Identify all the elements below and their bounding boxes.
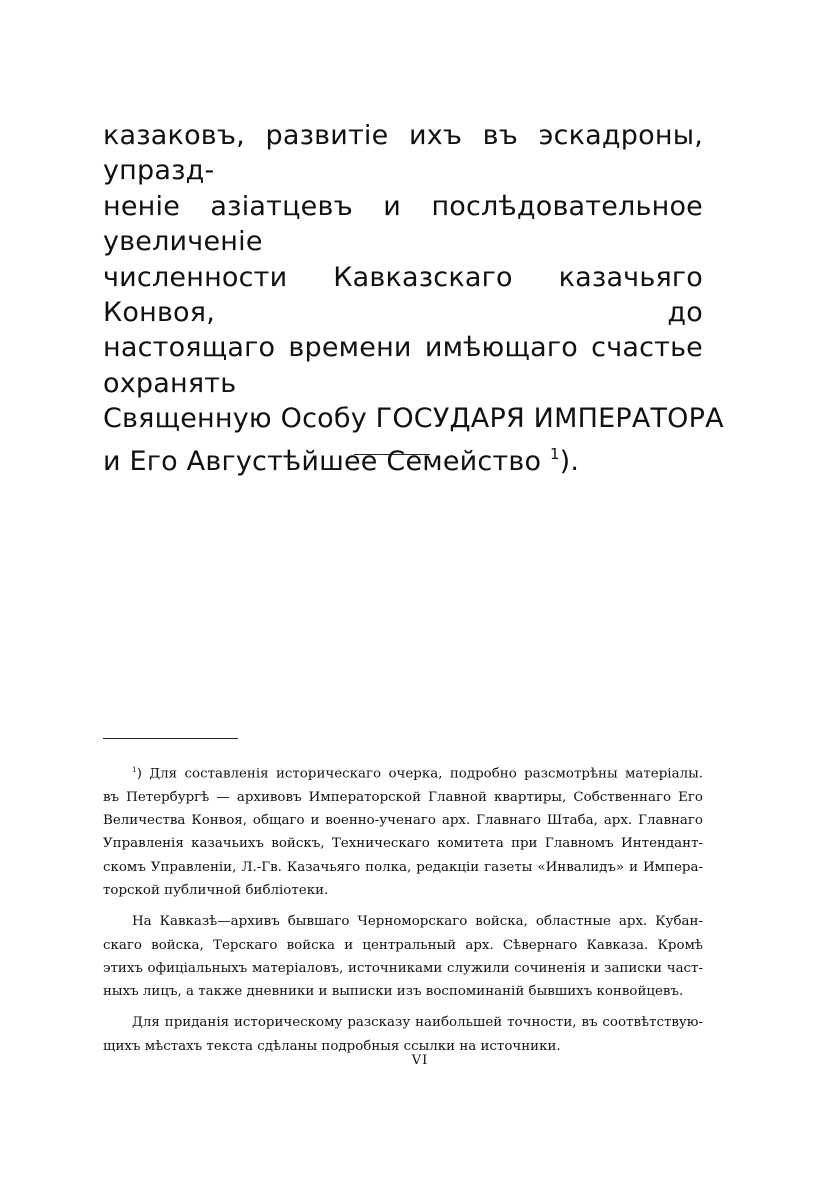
main-text-line-content: и Его Августѣйшее Семейство (103, 445, 542, 477)
main-text-line: численности Кавказскаго казачьяго Конвоя, до (103, 261, 703, 329)
footnote-separator (103, 738, 238, 739)
page-number: VI (411, 1053, 429, 1068)
footnote-line: скомъ Управленіи, Л.-Гв. Казачьяго полка, редакціи газеты «Инвалидъ» и Импера- (103, 859, 703, 875)
footnote-line: Для приданія историческому разсказу наибольшей точности, въ соотвѣтствую- (132, 1015, 703, 1031)
footnote-line: въ Петербургѣ — архивовъ Императорской Главной квартиры, Собственнаго Его (103, 789, 703, 805)
footnote-line: Величества Конвоя, общаго и военно-ученаго арх. Главнаго Штаба, арх. Главнаго (103, 813, 703, 829)
footnotes-block (103, 758, 703, 1058)
footnote-line: Управленія казачьихъ войскъ, Техническаго комитета при Главномъ Интендант- (103, 836, 703, 852)
main-text-line: казаковъ, развитіе ихъ въ эскадроны, упразд- (103, 120, 703, 187)
footnote-line: торской публичной библіотеки. (103, 883, 329, 898)
section-divider (354, 454, 430, 455)
footnote-line: щихъ мѣстахъ текста сдѣланы подробныя ссылки на источники. (103, 1038, 561, 1054)
footnote-marker: 1 (132, 765, 137, 774)
footnote-reference: 1 (550, 444, 560, 463)
main-text-last-line (103, 437, 703, 480)
main-text-line: Священную Особу ГОСУДАРЯ ИМПЕРАТОРА (103, 403, 724, 435)
footnote-line: скаго войска, Терскаго войска и центральный арх. Сѣвернаго Кавказа. Кромѣ (103, 937, 703, 953)
footnote-line: этихъ офиціальныхъ матеріаловъ, источниками служили сочиненія и записки част- (103, 960, 703, 976)
footnote-line-text: ) Для составленія историческаго очерка, подробно разсмотрѣны матеріалы. (136, 766, 703, 782)
main-text-line-ending: ). (559, 445, 580, 477)
main-text-block (103, 118, 724, 479)
main-text-line: неніе азіатцевъ и послѣдовательное увеличеніе (103, 190, 703, 258)
footnote-line: На Кавказѣ—архивъ бывшаго Черноморскаго войска, областные арх. Кубан- (132, 914, 703, 930)
footnote-line: ныхъ лицъ, а также дневники и выписки изъ воспоминаній бывшихъ конвойцевъ. (103, 984, 684, 1000)
main-text-line: настоящаго времени имѣющаго счастье охранять (103, 332, 703, 399)
footnote-line (103, 758, 703, 786)
